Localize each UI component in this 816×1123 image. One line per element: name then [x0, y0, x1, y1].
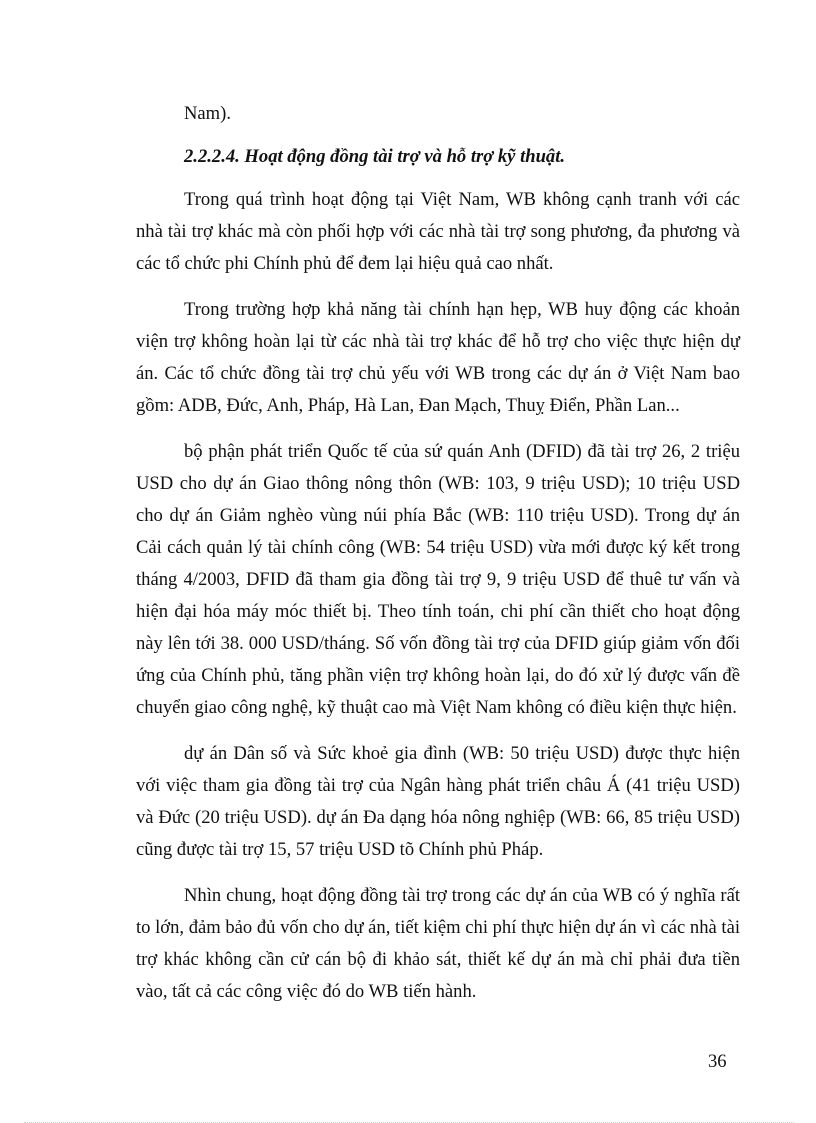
paragraph-population-health: dự án Dân số và Sức khoẻ gia đình (WB: 50 triệu USD) được thực hiện với việc tham gia đồng tài trợ của Ngân hàng phát triển châu Á (41 triệu USD) và Đức (20 triệu USD). dự án Đa dạng hóa nông nghiệp (WB: 66, 85 triệu USD) cũng được tài trợ 15, 57 triệu USD tõ Chính phủ Pháp. [136, 743, 740, 860]
page-body [136, 98, 740, 1008]
paragraph-cofinancing-partners: Trong trường hợp khả năng tài chính hạn hẹp, WB huy động các khoản viện trợ không hoàn lại từ các nhà tài trợ khác để hỗ trợ cho việc thực hiện dự án. Các tổ chức đồng tài trợ chủ yếu với WB trong các dự án ở Việt Nam bao gồm: ADB, Đức, Anh, Pháp, Hà Lan, Đan Mạch, Thuỵ Điển, Phần Lan... [136, 299, 740, 416]
page-number: 36 [708, 1051, 727, 1072]
section-heading: 2.2.2.4. Hoạt động đồng tài trợ và hỗ trợ kỹ thuật. [184, 146, 566, 167]
paragraph-cooperation: Trong quá trình hoạt động tại Việt Nam, WB không cạnh tranh với các nhà tài trợ khác mà còn phối hợp với các nhà tài trợ song phương, đa phương và các tổ chức phi Chính phủ để đem lại hiệu quả cao nhất. [136, 189, 740, 274]
paragraph-summary: Nhìn chung, hoạt động đồng tài trợ trong các dự án của WB có ý nghĩa rất to lớn, đảm bảo đủ vốn cho dự án, tiết kiệm chi phí thực hiện dự án vì các nhà tài trợ khác không cần cử cán bộ đi khảo sát, thiết kế dự án mà chỉ phải đưa tiền vào, tất cả các công việc đó do WB tiến hành. [136, 885, 740, 1002]
paragraph-dfid: bộ phận phát triển Quốc tế của sứ quán Anh (DFID) đã tài trợ 26, 2 triệu USD cho dự án Giao thông nông thôn (WB: 103, 9 triệu USD); 10 triệu USD cho dự án Giảm nghèo vùng núi phía Bắc (WB: 110 triệu USD). Trong dự án Cải cách quản lý tài chính công (WB: 54 triệu USD) vừa mới được ký kết trong tháng 4/2003, DFID đã tham gia đồng tài trợ 9, 9 triệu USD để thuê tư vấn và hiện đại hóa máy móc thiết bị. Theo tính toán, chi phí cần thiết cho hoạt động này lên tới 38. 000 USD/tháng. Số vốn đồng tài trợ của DFID giúp giảm vốn đối ứng của Chính phủ, tăng phần viện trợ không hoàn lại, do đó xử lý được vấn đề chuyển giao công nghệ, kỹ thuật cao mà Việt Nam không có điều kiện thực hiện. [136, 441, 740, 718]
continuation-text: Nam). [184, 103, 231, 124]
